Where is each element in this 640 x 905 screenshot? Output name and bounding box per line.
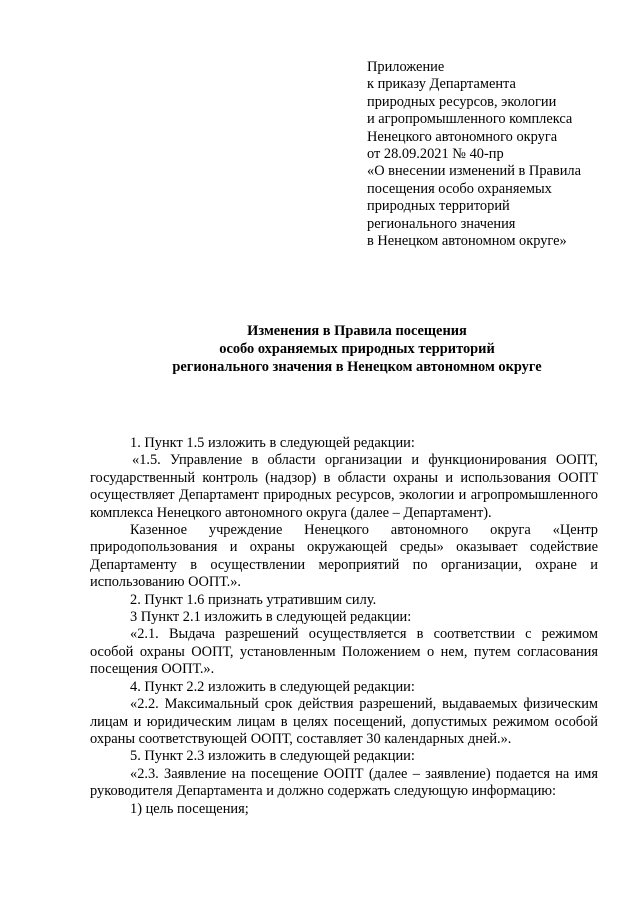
title-line: Изменения в Правила посещения: [247, 323, 467, 339]
appendix-line: и агропромышленного комплекса: [367, 111, 573, 128]
appendix-line: от 28.09.2021 № 40-пр: [367, 146, 504, 163]
paragraph-clause-1-5-cont: Казенное учреждение Ненецкого автономного округа «Центр природопользования и охраны окружающей среды» оказывает содействие Департаменту в осуществлении мероприятий по организации, охране и использованию ООПТ.».: [90, 522, 598, 591]
appendix-line: «О внесении изменений в Правила: [367, 163, 581, 180]
paragraph-clause-2-3: «2.3. Заявление на посещение ООПТ (далее – заявление) подается на имя руководителя Департамента и должно содержать следующую информацию:: [90, 765, 598, 800]
appendix-line: природных ресурсов, экологии: [367, 93, 557, 110]
appendix-line: к приказу Департамента: [367, 76, 516, 93]
document-title: [90, 323, 624, 376]
appendix-line: регионального значения: [367, 215, 516, 232]
paragraph-list-item-1: 1) цель посещения;: [130, 800, 249, 817]
paragraph-clause-2-2: «2.2. Максимальный срок действия разрешений, выдаваемых физическим лицам и юридическим лицам в целях посещений, допустимых режимом особой охраны соответствующей ООПТ, составляет 30 календарных дней.».: [90, 696, 598, 747]
appendix-line: Приложение: [367, 59, 445, 75]
title-line: особо охраняемых природных территорий: [219, 340, 495, 357]
paragraph-clause-1-5: «1.5. Управление в области организации и функционирования ООПТ, государственный контроль (надзор) в области охраны и использования ООПТ осуществляет Департамент природных ресурсов, экологии и агропромышленного комплекса Ненецкого автономного округа (далее – Департамент).: [90, 452, 598, 521]
paragraph-clause-2-1: «2.1. Выдача разрешений осуществляется в соответствии с режимом особой охраны ООПТ, установленным Положением о нем, путем согласования посещения ООПТ.».: [90, 626, 598, 678]
paragraph-item-3: 3 Пункт 2.1 изложить в следующей редакции:: [130, 609, 412, 626]
document-body: [90, 435, 598, 818]
appendix-line: посещения особо охраняемых: [367, 180, 552, 197]
paragraph-item-4: 4. Пункт 2.2 изложить в следующей редакции:: [130, 678, 415, 695]
paragraph-item-2: 2. Пункт 1.6 признать утратившим силу.: [130, 591, 377, 608]
paragraph-item-5: 5. Пункт 2.3 изложить в следующей редакции:: [130, 748, 415, 765]
title-line: регионального значения в Ненецком автономном округе: [172, 358, 542, 375]
paragraph-item-1: 1. Пункт 1.5 изложить в следующей редакции:: [130, 435, 415, 451]
appendix-line: природных территорий: [367, 198, 510, 215]
appendix-header: [367, 59, 617, 250]
appendix-line: Ненецкого автономного округа: [367, 128, 558, 145]
appendix-line: в Ненецком автономном округе»: [367, 233, 567, 250]
